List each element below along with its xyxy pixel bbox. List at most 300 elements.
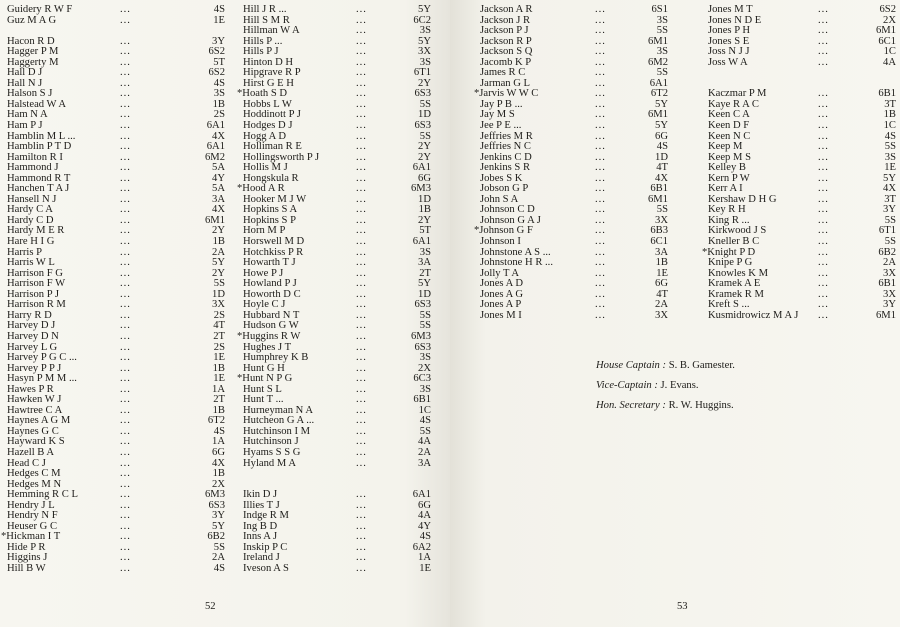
leader-dots: ... (120, 330, 131, 342)
form-code: 3S (884, 151, 896, 163)
person-name: Harvey D N (7, 330, 59, 342)
form-code: 6S2 (208, 67, 225, 79)
person-name: Jacomb K P (480, 56, 532, 68)
person-name: Higgins J (7, 552, 48, 564)
person-name: Johnson I (480, 236, 521, 248)
form-code: 6S3 (414, 341, 431, 353)
person-name: Knipe P G (708, 257, 753, 269)
leader-dots: ... (120, 14, 131, 26)
form-code: 6M3 (410, 330, 431, 342)
form-code: 5S (419, 309, 431, 321)
leader-dots: ... (356, 214, 367, 226)
officer-role: Hon. Secretary : (596, 400, 666, 411)
person-name: Howarth T J (243, 257, 296, 269)
leader-dots: ... (356, 309, 367, 321)
form-code: 6S3 (414, 299, 431, 311)
person-name: Hedges C M (7, 468, 61, 480)
form-code: 1B (655, 257, 668, 269)
leader-dots: ... (595, 151, 606, 163)
person-name: Key R H (708, 204, 746, 216)
form-code: 5S (884, 214, 896, 226)
leader-dots: ... (818, 35, 829, 47)
form-code: 1B (212, 236, 225, 248)
person-name: Hardy C A (7, 204, 53, 216)
person-name: Horn M P (243, 225, 286, 237)
person-name: Hamilton R I (7, 151, 63, 163)
person-name: Hare H I G (7, 236, 55, 248)
form-code: 3S (213, 88, 225, 100)
form-code: 6A1 (206, 141, 225, 153)
leader-dots: ... (120, 383, 131, 395)
form-code: 5S (884, 141, 896, 153)
form-code: 2A (418, 446, 431, 458)
form-code: 3X (212, 299, 225, 311)
name-entry (7, 120, 225, 132)
leader-dots: ... (818, 183, 829, 195)
form-code: 6M1 (875, 309, 896, 321)
leader-dots: ... (356, 457, 367, 469)
leader-dots: ... (120, 225, 131, 237)
name-entry (243, 352, 431, 364)
leader-dots: ... (120, 278, 131, 290)
form-code: 2Y (418, 214, 431, 226)
person-name: Kaczmar P M (708, 88, 767, 100)
person-name: Hubbard N T (243, 309, 300, 321)
form-code: 1E (213, 14, 225, 26)
names-column-1 (1, 4, 225, 575)
form-code: 6M1 (647, 35, 668, 47)
form-code: 1B (883, 109, 896, 121)
leader-dots: ... (818, 151, 829, 163)
person-name: Jolly T A (480, 267, 520, 279)
leader-dots: ... (356, 552, 367, 564)
name-entry (480, 120, 668, 132)
leader-dots: ... (120, 204, 131, 216)
leader-dots: ... (356, 225, 367, 237)
leader-dots: ... (120, 193, 131, 205)
form-code: 5Y (418, 278, 431, 290)
form-code: 6C1 (650, 236, 668, 248)
person-name: Hansell N J (7, 193, 57, 205)
form-code: 6C3 (413, 373, 431, 385)
form-code: 6M1 (204, 214, 225, 226)
form-code: 1D (655, 151, 668, 163)
person-name: Hill J R ... (243, 4, 287, 15)
leader-dots: ... (595, 309, 606, 321)
leader-dots: ... (356, 373, 367, 385)
person-name: Hammond J (7, 162, 59, 174)
person-name: Hanchen T A J (7, 183, 70, 195)
form-code: 6S2 (208, 46, 225, 58)
form-code: 6M1 (875, 25, 896, 37)
leader-dots: ... (120, 77, 131, 89)
form-code: 5Y (212, 257, 225, 269)
person-name: Hyland M A (243, 457, 296, 469)
form-code: 6B1 (878, 278, 896, 290)
person-name: Harris W L (7, 257, 55, 269)
person-name: Hobbs L W (243, 98, 292, 110)
form-code: 6B2 (878, 246, 896, 258)
person-name: Howland P J (243, 278, 297, 290)
person-name: Jackson J R (480, 14, 531, 26)
person-name: Howorth D C (243, 288, 301, 300)
leader-dots: ... (120, 320, 131, 332)
form-code: 6C2 (413, 14, 431, 26)
form-code: 1C (418, 404, 431, 416)
person-name: Joss N J J (708, 46, 750, 58)
person-name: Hardy C D (7, 214, 54, 226)
leader-dots: ... (356, 130, 367, 142)
form-code: 4S (213, 77, 225, 89)
person-name: Hunt G H (243, 362, 285, 374)
person-name: Head C J (7, 457, 46, 469)
leader-dots: ... (120, 56, 131, 68)
name-entry (708, 120, 896, 132)
person-name: Hagger P M (7, 46, 59, 58)
leader-dots: ... (818, 88, 829, 100)
form-code: 1D (418, 288, 431, 300)
form-code: 2Y (418, 141, 431, 153)
form-code: 2T (213, 330, 225, 342)
person-name: Keen C A (708, 109, 750, 121)
form-code: 1A (212, 436, 225, 448)
leader-dots: ... (818, 214, 829, 226)
leader-dots: ... (120, 341, 131, 353)
form-code: 3X (418, 46, 431, 58)
form-code: 2X (883, 14, 896, 26)
form-code: 6C1 (878, 35, 896, 47)
person-name: Kneller B C (708, 236, 760, 248)
leader-dots: ... (356, 14, 367, 26)
leader-dots: ... (120, 489, 131, 501)
leader-dots: ... (356, 120, 367, 132)
form-code: 6B3 (650, 225, 668, 237)
form-code: 5T (419, 225, 431, 237)
person-name: Jones A D (480, 278, 523, 290)
leader-dots: ... (356, 151, 367, 163)
person-name: Halstead W A (7, 98, 67, 110)
form-code: 3A (418, 257, 431, 269)
person-name: Hide P R (7, 541, 46, 553)
leader-dots: ... (120, 267, 131, 279)
form-code: 2X (212, 478, 225, 490)
form-code: 5Y (883, 172, 896, 184)
form-code: 2Y (212, 267, 225, 279)
name-entry (708, 4, 896, 16)
form-code: 4S (656, 141, 668, 153)
name-entry (243, 236, 431, 248)
leader-dots: ... (818, 14, 829, 26)
form-code: 5S (656, 67, 668, 79)
form-code: 1E (656, 267, 668, 279)
form-code: 1D (418, 193, 431, 205)
leader-dots: ... (120, 436, 131, 448)
leader-dots: ... (120, 288, 131, 300)
person-name: Hotchkiss P R (243, 246, 304, 258)
form-code: 6T2 (207, 415, 225, 427)
name-entry (243, 4, 431, 16)
form-code: 4X (212, 204, 225, 216)
form-code: 3X (655, 214, 668, 226)
person-name: Hawken W J (7, 394, 62, 406)
leader-dots: ... (818, 246, 829, 258)
name-entry (7, 4, 225, 16)
leader-dots: ... (818, 141, 829, 153)
leader-dots: ... (595, 257, 606, 269)
leader-dots: ... (120, 46, 131, 58)
form-code: 6G (212, 446, 225, 458)
leader-dots: ... (356, 446, 367, 458)
leader-dots: ... (356, 77, 367, 89)
leader-dots: ... (356, 193, 367, 205)
person-name: *Hunt N P G (237, 373, 293, 385)
leader-dots: ... (818, 267, 829, 279)
leader-dots: ... (120, 520, 131, 532)
leader-dots: ... (595, 14, 606, 26)
form-code: 5S (656, 204, 668, 216)
leader-dots: ... (595, 225, 606, 237)
leader-dots: ... (120, 394, 131, 406)
name-entry (7, 446, 225, 459)
officer-row (596, 356, 735, 376)
person-name: Inns A J (243, 531, 278, 543)
name-entry (7, 330, 225, 343)
leader-dots: ... (356, 278, 367, 290)
form-code: 5A (212, 162, 225, 174)
person-name: Hendry J L (7, 499, 55, 511)
leader-dots: ... (356, 109, 367, 121)
name-entry (243, 457, 431, 470)
leader-dots: ... (120, 541, 131, 553)
form-code: 4S (419, 415, 431, 427)
leader-dots: ... (356, 404, 367, 416)
person-name: Hughes J T (243, 341, 292, 353)
leader-dots: ... (120, 67, 131, 79)
form-code: 2Y (418, 77, 431, 89)
person-name: Kusmidrowicz M A J (708, 309, 799, 321)
person-name: Hunt T ... (243, 394, 284, 406)
form-code: 6A1 (649, 77, 668, 89)
person-name: Jee P E ... (480, 120, 522, 132)
leader-dots: ... (818, 162, 829, 174)
person-name: Ikin D J (243, 489, 278, 501)
person-name: Jones A P (480, 299, 522, 311)
leader-dots: ... (120, 120, 131, 132)
leader-dots: ... (818, 288, 829, 300)
leader-dots: ... (356, 141, 367, 153)
form-code: 5S (884, 236, 896, 248)
leader-dots: ... (356, 383, 367, 395)
leader-dots: ... (356, 4, 367, 15)
person-name: Hipgrave R P (243, 67, 301, 79)
leader-dots: ... (818, 225, 829, 237)
form-code: 3X (655, 309, 668, 321)
leader-dots: ... (356, 183, 367, 195)
leader-dots: ... (595, 56, 606, 68)
leader-dots: ... (818, 278, 829, 290)
person-name: Jones N D E (708, 14, 762, 26)
person-name: Hill B W (7, 562, 46, 574)
person-name: Howe P J (243, 267, 284, 279)
leader-dots: ... (356, 267, 367, 279)
person-name: Jay M S (480, 109, 515, 121)
leader-dots: ... (595, 46, 606, 58)
person-name: Harvey D J (7, 320, 56, 332)
person-name: Hirst G E H (243, 77, 294, 89)
person-name: Horswell M D (243, 236, 305, 248)
leader-dots: ... (595, 246, 606, 258)
leader-dots: ... (356, 531, 367, 543)
form-code: 3T (884, 193, 896, 205)
name-entry (708, 236, 896, 248)
leader-dots: ... (120, 162, 131, 174)
person-name: Jackson S Q (480, 46, 533, 58)
leader-dots: ... (595, 67, 606, 79)
person-name: Johnstone A S ... (480, 246, 551, 258)
leader-dots: ... (120, 35, 131, 47)
person-name: *Huggins R W (237, 330, 301, 342)
person-name: Hazell B A (7, 446, 55, 458)
leader-dots: ... (356, 541, 367, 553)
leader-dots: ... (356, 257, 367, 269)
name-entry (480, 309, 668, 322)
leader-dots: ... (595, 214, 606, 226)
form-code: 5T (213, 56, 225, 68)
form-code: 2A (212, 246, 225, 258)
form-code: 2A (883, 257, 896, 269)
leader-dots: ... (120, 98, 131, 110)
person-name: Hardy M E R (7, 225, 65, 237)
leader-dots: ... (595, 4, 606, 15)
spacer (243, 469, 418, 480)
person-name: Illies T J (243, 499, 280, 511)
leader-dots: ... (595, 98, 606, 110)
form-code: 4S (213, 562, 225, 574)
person-name: Kirkwood J S (708, 225, 767, 237)
leader-dots: ... (595, 88, 606, 100)
person-name: Hall N J (7, 77, 43, 89)
leader-dots: ... (818, 236, 829, 248)
person-name: King R ... (708, 214, 750, 226)
form-code: 2Y (418, 151, 431, 163)
person-name: Jobes S K (480, 172, 523, 184)
person-name: *Knight P D (702, 246, 756, 258)
person-name: Harrison P J (7, 288, 59, 300)
form-code: 4S (884, 130, 896, 142)
form-code: 3Y (212, 35, 225, 47)
form-code: 4Y (418, 520, 431, 532)
form-code: 3A (655, 246, 668, 258)
person-name: Kershaw D H G (708, 193, 777, 205)
leader-dots: ... (120, 246, 131, 258)
page-number: 52 (205, 601, 216, 612)
person-name: Haynes G C (7, 425, 59, 437)
leader-dots: ... (356, 246, 367, 258)
name-entry (7, 14, 225, 27)
person-name: Kramek R M (708, 288, 764, 300)
leader-dots: ... (595, 120, 606, 132)
person-name: Hinton D H (243, 56, 294, 68)
form-code: 4S (419, 531, 431, 543)
person-name: Ireland J (243, 552, 280, 564)
form-code: 3Y (883, 299, 896, 311)
form-code: 5S (656, 25, 668, 37)
form-code: 6G (655, 278, 668, 290)
person-name: Ham N A (7, 109, 48, 121)
name-entry (480, 236, 668, 248)
form-code: 1B (212, 404, 225, 416)
person-name: Guidery R W F (7, 4, 73, 15)
form-code: 2S (213, 109, 225, 121)
leader-dots: ... (818, 109, 829, 121)
leader-dots: ... (120, 562, 131, 574)
form-code: 1E (419, 562, 431, 574)
form-code: 6S2 (879, 4, 896, 15)
leader-dots: ... (356, 330, 367, 342)
leader-dots: ... (818, 204, 829, 216)
form-code: 6S1 (651, 4, 668, 15)
form-code: 6S3 (414, 120, 431, 132)
form-code: 5S (419, 130, 431, 142)
form-code: 2Y (212, 225, 225, 237)
form-code: 6B2 (207, 531, 225, 543)
leader-dots: ... (595, 25, 606, 37)
person-name: *Jarvis W W C (474, 88, 539, 100)
form-code: 6B1 (878, 88, 896, 100)
form-code: 4S (213, 425, 225, 437)
form-code: 2T (213, 394, 225, 406)
form-code: 5Y (418, 4, 431, 15)
person-name: Jones A G (480, 288, 523, 300)
person-name: Jenkins S R (480, 162, 531, 174)
form-code: 6T1 (413, 67, 431, 79)
person-name: Jarman G L (480, 77, 531, 89)
person-name: Jeffries N C (480, 141, 531, 153)
leader-dots: ... (120, 362, 131, 374)
person-name: Hawtree C A (7, 404, 63, 416)
person-name: Jones M T (708, 4, 753, 15)
form-code: 6M3 (204, 489, 225, 501)
form-code: 4X (212, 457, 225, 469)
form-code: 6M2 (204, 151, 225, 163)
leader-dots: ... (356, 352, 367, 364)
person-name: Johnson C D (480, 204, 535, 216)
leader-dots: ... (356, 436, 367, 448)
name-entry (243, 562, 431, 575)
person-name: Halson S J (7, 88, 53, 100)
name-entry (243, 446, 431, 459)
person-name: Hollis M J (243, 162, 288, 174)
person-name: Jackson R P (480, 35, 532, 47)
person-name: Harry R D (7, 309, 52, 321)
leader-dots: ... (356, 415, 367, 427)
form-code: 3A (212, 193, 225, 205)
person-name: Hills P J (243, 46, 279, 58)
leader-dots: ... (356, 204, 367, 216)
person-name: Harvey P P J (7, 362, 62, 374)
person-name: John S A (480, 193, 519, 205)
form-code: 4T (213, 320, 225, 332)
person-name: Indge R M (243, 510, 289, 522)
person-name: *Hoath S D (237, 88, 288, 100)
leader-dots: ... (595, 162, 606, 174)
person-name: Hacon R D (7, 35, 55, 47)
leader-dots: ... (595, 183, 606, 195)
form-code: 1E (213, 373, 225, 385)
form-code: 4Y (212, 172, 225, 184)
person-name: Jobson G P (480, 183, 529, 195)
leader-dots: ... (818, 4, 829, 15)
